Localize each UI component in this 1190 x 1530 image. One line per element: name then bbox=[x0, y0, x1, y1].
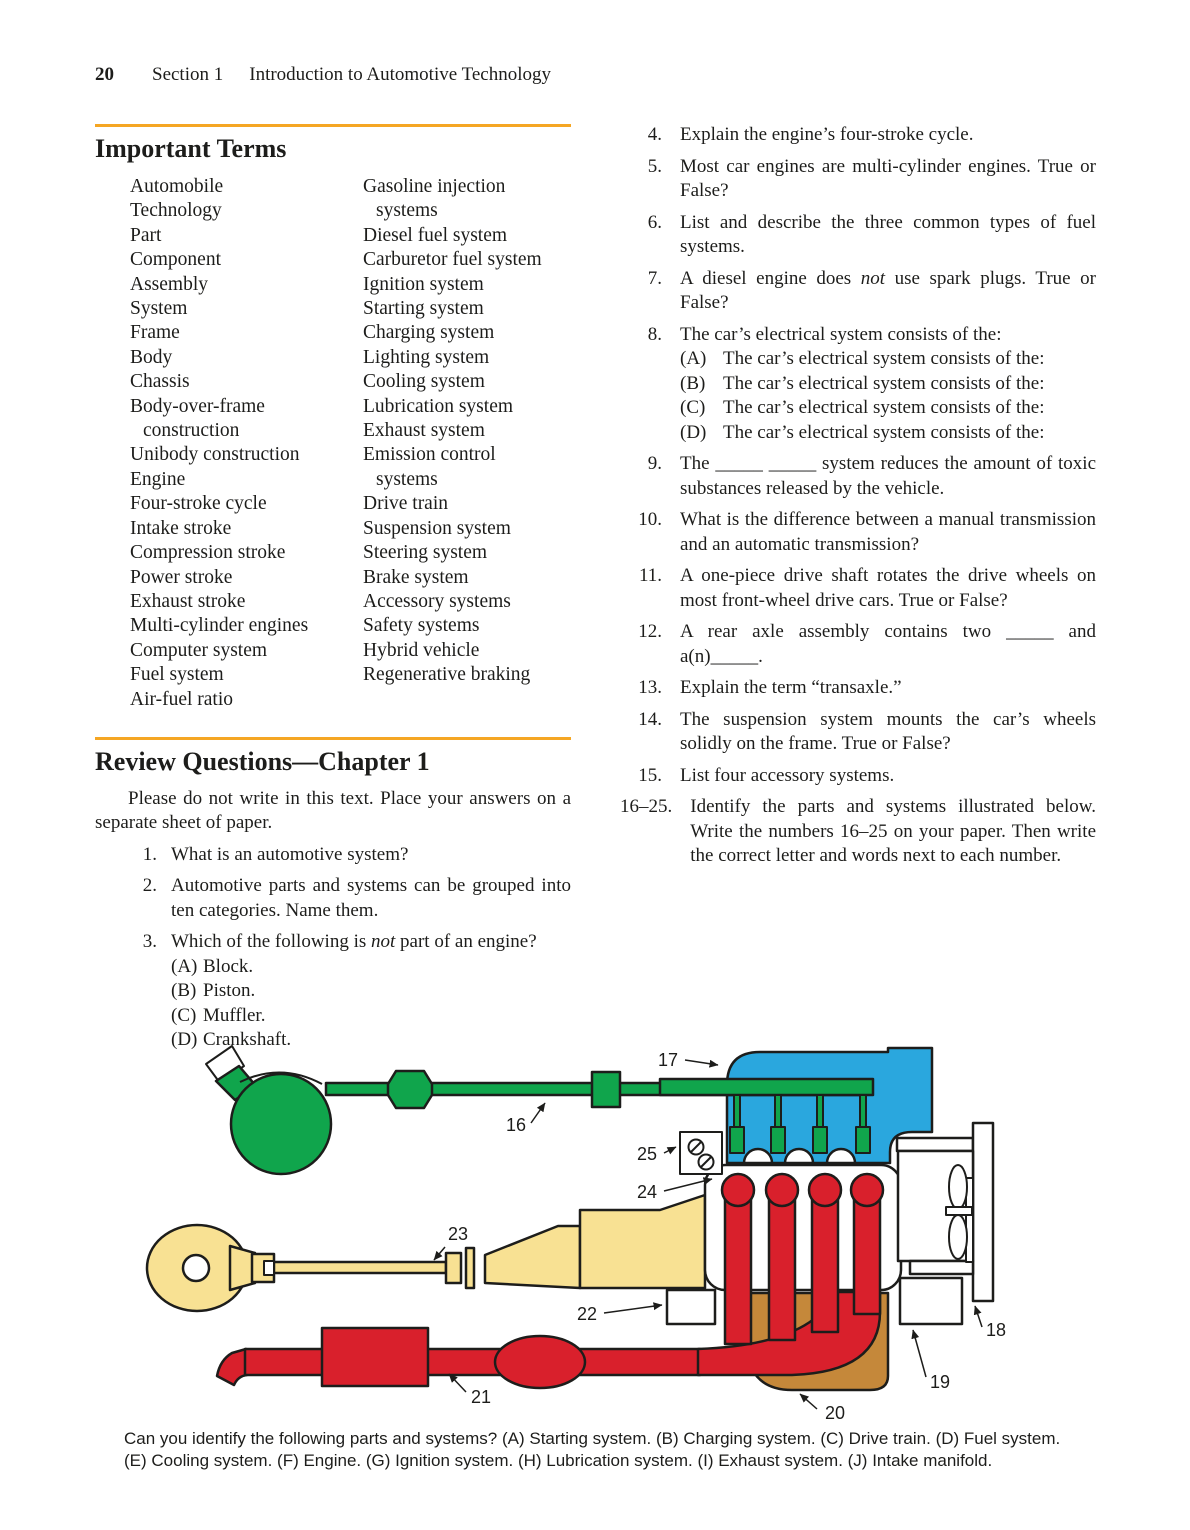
question-text bbox=[680, 708, 1096, 757]
injector-body bbox=[856, 1127, 870, 1153]
question-text-pre: A diesel engine does bbox=[680, 267, 861, 289]
question-item bbox=[620, 267, 1096, 316]
term-item: Power stroke bbox=[130, 566, 233, 588]
question-text-main: What is an automotive system? bbox=[171, 843, 409, 865]
question-number: 5. bbox=[647, 155, 662, 177]
option-letter: (C) bbox=[680, 397, 706, 418]
important-terms-heading: Important Terms bbox=[95, 134, 287, 163]
question-number: 1. bbox=[142, 843, 157, 865]
question-body bbox=[680, 323, 1096, 446]
question-text-main: The car’s electrical system consists of the: bbox=[680, 323, 1002, 345]
question-item bbox=[620, 708, 1096, 757]
question-text bbox=[680, 267, 1096, 316]
question-item bbox=[620, 564, 1096, 613]
term-item: Carburetor fuel system bbox=[363, 249, 542, 271]
starter-motor bbox=[667, 1290, 715, 1324]
term-item: Safety systems bbox=[363, 615, 480, 637]
question-text bbox=[680, 452, 1096, 501]
term-item: Cooling system bbox=[363, 371, 485, 393]
cooling-system bbox=[897, 1123, 993, 1324]
question-body bbox=[680, 267, 1096, 316]
alternator-box bbox=[900, 1278, 962, 1324]
term-item: System bbox=[130, 298, 188, 320]
term-item: Intake stroke bbox=[130, 517, 232, 539]
term-item: Ignition system bbox=[363, 273, 484, 295]
question-text-emphasis: not bbox=[860, 267, 886, 289]
option-item bbox=[680, 347, 1096, 372]
label-24: 24 bbox=[637, 1182, 658, 1202]
label-19: 19 bbox=[930, 1372, 951, 1392]
leader-line-21 bbox=[449, 1374, 466, 1392]
label-21: 21 bbox=[471, 1387, 492, 1407]
question-text-main: Explain the engine’s four-stroke cycle. bbox=[680, 124, 974, 145]
label-17: 17 bbox=[658, 1050, 679, 1070]
figure-caption-line: Can you identify the following parts and systems? (A) Starting system. (B) Charging system. (C) Drive train. (D) Fuel system. bbox=[124, 1429, 1061, 1448]
option-text: The car’s electrical system consists of the: bbox=[723, 421, 1045, 443]
leader-line-18 bbox=[975, 1306, 982, 1327]
term-item: Drive train bbox=[363, 493, 449, 515]
term-item: Automobile bbox=[130, 176, 224, 197]
question-body bbox=[171, 930, 571, 1053]
question-text-main: List four accessory systems. bbox=[680, 764, 895, 786]
label-22: 22 bbox=[577, 1304, 598, 1324]
term-item: Suspension system bbox=[363, 517, 511, 539]
question-text bbox=[680, 211, 1096, 260]
question-item bbox=[620, 795, 1096, 869]
figure-caption bbox=[124, 1428, 1089, 1472]
question-item bbox=[620, 211, 1096, 260]
term-item: Lighting system bbox=[363, 346, 490, 368]
question-body bbox=[680, 211, 1096, 260]
question-item bbox=[620, 155, 1096, 204]
review-questions-heading: Review Questions—Chapter 1 bbox=[95, 746, 430, 776]
drive-shaft bbox=[274, 1262, 446, 1273]
questions-right bbox=[620, 123, 1096, 869]
question-text-main: A rear axle assembly contains two _____ and a(n)_____. bbox=[680, 621, 1096, 667]
term-item: Lubrication system bbox=[363, 395, 514, 417]
question-text-main: Explain the term “transaxle.” bbox=[680, 677, 902, 698]
term-item: Charging system bbox=[363, 322, 495, 344]
question-item bbox=[620, 508, 1096, 557]
question-body bbox=[680, 155, 1096, 204]
label-20: 20 bbox=[825, 1403, 846, 1423]
question-number: 3. bbox=[142, 931, 157, 953]
question-body bbox=[171, 843, 571, 868]
question-text-post: use spark plugs. True or False? bbox=[680, 267, 1096, 313]
yoke-notch bbox=[264, 1261, 274, 1275]
radiator-bottom-bracket bbox=[910, 1261, 973, 1274]
page-header bbox=[95, 64, 551, 86]
term-item: Multi-cylinder engines bbox=[130, 615, 309, 637]
term-item: Gasoline injection systems bbox=[363, 176, 506, 222]
option-item bbox=[680, 421, 1096, 446]
question-body bbox=[690, 795, 1096, 869]
option-letter: (B) bbox=[680, 372, 706, 394]
question-text bbox=[171, 930, 571, 955]
fuel-rail bbox=[660, 1079, 873, 1095]
question-body bbox=[680, 764, 1096, 789]
term-item: Computer system bbox=[130, 639, 268, 661]
question-text bbox=[690, 795, 1096, 869]
question-body bbox=[680, 123, 1096, 148]
leader-line-17 bbox=[685, 1060, 718, 1065]
question-body bbox=[680, 676, 1096, 701]
option-letter: (D) bbox=[171, 1029, 198, 1051]
injector-body bbox=[771, 1127, 785, 1153]
question-text bbox=[680, 764, 1096, 789]
question-text bbox=[680, 123, 1096, 148]
term-item: Compression stroke bbox=[130, 542, 286, 564]
question-text-main: Automotive parts and systems can be grouped into ten categories. Name them. bbox=[171, 875, 571, 921]
exhaust-port-1 bbox=[725, 1192, 751, 1344]
term-item: Unibody construction bbox=[130, 444, 300, 466]
question-number: 4. bbox=[647, 124, 662, 145]
question-item bbox=[620, 123, 1096, 148]
leader-line-16 bbox=[531, 1103, 545, 1123]
figure-caption-line: (E) Cooling system. (F) Engine. (G) Ignition system. (H) Lubrication system. (I) Exhaust system. (J) Intake manifold. bbox=[124, 1451, 993, 1470]
question-body bbox=[680, 452, 1096, 501]
term-item: Body-over-frame construction bbox=[130, 395, 265, 442]
term-item: Engine bbox=[130, 468, 186, 490]
term-item: Air-fuel ratio bbox=[130, 688, 234, 710]
question-text-main: A one-piece drive shaft rotates the drive wheels on most front-wheel drive cars. True or False? bbox=[680, 565, 1096, 611]
ignition-module bbox=[680, 1132, 722, 1174]
term-item: Starting system bbox=[363, 298, 484, 320]
fan-hub bbox=[946, 1207, 972, 1215]
exhaust-port-3 bbox=[812, 1192, 838, 1332]
term-item: Regenerative braking bbox=[363, 664, 531, 686]
fan-blade bbox=[949, 1165, 967, 1209]
option-item bbox=[680, 396, 1096, 421]
fuel-tank bbox=[231, 1074, 331, 1174]
question-body bbox=[680, 620, 1096, 669]
exhaust-port-2 bbox=[769, 1192, 795, 1340]
injector-stem bbox=[817, 1095, 823, 1129]
injector-body bbox=[813, 1127, 827, 1153]
question-number: 6. bbox=[647, 211, 662, 233]
terms-column-right bbox=[363, 175, 559, 712]
question-number: 14. bbox=[638, 708, 662, 730]
question-options bbox=[171, 955, 571, 1053]
exhaust-port-bulb bbox=[722, 1174, 754, 1206]
page-number: 20 bbox=[95, 64, 114, 85]
section-rule bbox=[95, 124, 571, 127]
option-text: Muffler. bbox=[203, 1004, 266, 1026]
term-item: Brake system bbox=[363, 566, 469, 588]
section-title: Introduction to Automotive Technology bbox=[249, 64, 552, 85]
option-text: Piston. bbox=[203, 980, 256, 1002]
question-text bbox=[680, 676, 1096, 701]
question-text-main: Most car engines are multi-cylinder engines. True or False? bbox=[680, 155, 1096, 201]
question-text-pre: Which of the following is bbox=[171, 931, 371, 953]
figure-svg bbox=[140, 1040, 1050, 1425]
term-item: Frame bbox=[130, 322, 180, 344]
term-item: Part bbox=[130, 224, 162, 246]
label-18: 18 bbox=[986, 1320, 1007, 1340]
question-text bbox=[680, 155, 1096, 204]
option-letter: (C) bbox=[171, 1004, 197, 1026]
question-body bbox=[680, 508, 1096, 557]
exhaust-pipe bbox=[245, 1349, 700, 1375]
question-text-main: List and describe the three common types of fuel systems. bbox=[680, 211, 1096, 257]
option-text: Block. bbox=[203, 955, 254, 977]
question-text bbox=[171, 843, 571, 868]
term-item: Exhaust system bbox=[363, 420, 485, 442]
question-number: 11. bbox=[638, 565, 662, 586]
question-item bbox=[125, 930, 571, 1053]
question-text-main: The _____ _____ system reduces the amount of toxic substances released by the vehicle. bbox=[680, 453, 1096, 499]
transmission-bell-housing bbox=[580, 1195, 705, 1288]
question-text-post: part of an engine? bbox=[395, 931, 537, 953]
option-item bbox=[171, 955, 571, 980]
radiator-top-bracket bbox=[897, 1138, 973, 1151]
radiator-frame bbox=[973, 1123, 993, 1301]
term-item: Steering system bbox=[363, 542, 488, 564]
leader-line-23 bbox=[434, 1247, 445, 1260]
left-column bbox=[95, 124, 571, 1053]
exhaust-port-4 bbox=[854, 1192, 880, 1314]
leader-line-19 bbox=[913, 1330, 926, 1377]
questions-left bbox=[95, 843, 571, 1053]
question-item bbox=[620, 620, 1096, 669]
radiator-fan bbox=[946, 1165, 973, 1262]
label-23: 23 bbox=[448, 1224, 469, 1244]
question-text-main: Identify the parts and systems illustrated below. Write the numbers 16–25 on your paper. Then write the correct letter and words next to each number. bbox=[690, 796, 1096, 866]
term-item: Emission control systems bbox=[363, 444, 496, 490]
injector-stem bbox=[775, 1095, 781, 1129]
question-body bbox=[680, 564, 1096, 613]
option-item bbox=[171, 979, 571, 1004]
term-item: Technology bbox=[130, 200, 222, 222]
review-intro: Please do not write in this text. Place your answers on a separate sheet of paper. bbox=[95, 787, 571, 834]
u-joint-flange bbox=[466, 1248, 474, 1288]
leader-line-25 bbox=[664, 1147, 676, 1153]
question-number: 12. bbox=[638, 621, 662, 642]
option-text: The car’s electrical system consists of the: bbox=[723, 372, 1045, 394]
leader-line-20 bbox=[800, 1394, 817, 1409]
term-item: Exhaust stroke bbox=[130, 590, 246, 612]
right-column bbox=[620, 116, 1096, 869]
question-body bbox=[171, 874, 571, 923]
question-item bbox=[125, 843, 571, 868]
term-item: Hybrid vehicle bbox=[363, 639, 480, 661]
question-item bbox=[620, 764, 1096, 789]
tailpipe-tip bbox=[217, 1349, 247, 1385]
section-rule bbox=[95, 737, 571, 740]
question-text-emphasis: not bbox=[371, 931, 396, 953]
question-text-main: The suspension system mounts the car’s wheels solidly on the frame. True or False? bbox=[680, 708, 1096, 754]
term-item: Diesel fuel system bbox=[363, 224, 508, 246]
fuel-filter bbox=[592, 1072, 620, 1107]
question-number: 7. bbox=[647, 267, 662, 289]
fuel-pump bbox=[388, 1071, 432, 1108]
transmission-tailhousing bbox=[485, 1226, 580, 1288]
question-number: 8. bbox=[647, 323, 662, 345]
important-terms-list bbox=[130, 175, 571, 712]
question-text bbox=[680, 620, 1096, 669]
term-item: Assembly bbox=[130, 273, 208, 295]
muffler bbox=[322, 1328, 428, 1386]
section-label: Section 1 bbox=[152, 64, 224, 85]
option-letter: (B) bbox=[171, 980, 197, 1002]
term-item: Component bbox=[130, 249, 221, 271]
option-letter: (D) bbox=[680, 421, 707, 443]
term-item: Chassis bbox=[130, 371, 190, 393]
label-25: 25 bbox=[637, 1144, 658, 1164]
leader-line-22 bbox=[604, 1305, 662, 1313]
terms-column-left bbox=[130, 175, 363, 712]
question-item bbox=[620, 452, 1096, 501]
option-text: Crankshaft. bbox=[203, 1029, 292, 1051]
option-item bbox=[680, 372, 1096, 397]
injector-body bbox=[730, 1127, 744, 1153]
question-text-main: What is the difference between a manual transmission and an automatic transmission? bbox=[680, 509, 1096, 555]
term-item: Body bbox=[130, 346, 173, 368]
question-item bbox=[125, 874, 571, 923]
differential-hub-hole bbox=[183, 1255, 209, 1281]
question-options bbox=[680, 347, 1096, 445]
exhaust-port-bulb bbox=[851, 1174, 883, 1206]
question-item bbox=[620, 676, 1096, 701]
question-body bbox=[680, 708, 1096, 757]
fan-blade bbox=[949, 1215, 967, 1259]
label-16: 16 bbox=[506, 1115, 527, 1135]
u-joint bbox=[446, 1253, 461, 1283]
option-text: The car’s electrical system consists of the: bbox=[723, 397, 1045, 418]
term-item: Accessory systems bbox=[363, 590, 511, 612]
question-text bbox=[680, 564, 1096, 613]
question-number: 2. bbox=[142, 875, 157, 897]
option-text: The car’s electrical system consists of the: bbox=[723, 348, 1045, 369]
question-text bbox=[680, 323, 1096, 348]
question-number: 9. bbox=[647, 453, 662, 474]
option-letter: (A) bbox=[680, 348, 707, 369]
question-number: 15. bbox=[638, 764, 662, 786]
question-text bbox=[680, 508, 1096, 557]
drive-train bbox=[147, 1195, 705, 1311]
automotive-systems-figure bbox=[140, 1040, 1050, 1425]
catalytic-converter bbox=[495, 1336, 585, 1388]
option-letter: (A) bbox=[171, 955, 198, 977]
exhaust-port-bulb bbox=[809, 1174, 841, 1206]
injector-stem bbox=[860, 1095, 866, 1129]
question-number: 10. bbox=[638, 509, 662, 530]
exhaust-port-bulb bbox=[766, 1174, 798, 1206]
term-item: Fuel system bbox=[130, 664, 224, 686]
injector-stem bbox=[734, 1095, 740, 1129]
question-number: 16–25. bbox=[620, 796, 673, 817]
question-item bbox=[620, 323, 1096, 446]
option-item bbox=[171, 1004, 571, 1029]
question-number: 13. bbox=[638, 677, 662, 698]
term-item: Four-stroke cycle bbox=[130, 493, 267, 515]
question-text bbox=[171, 874, 571, 923]
